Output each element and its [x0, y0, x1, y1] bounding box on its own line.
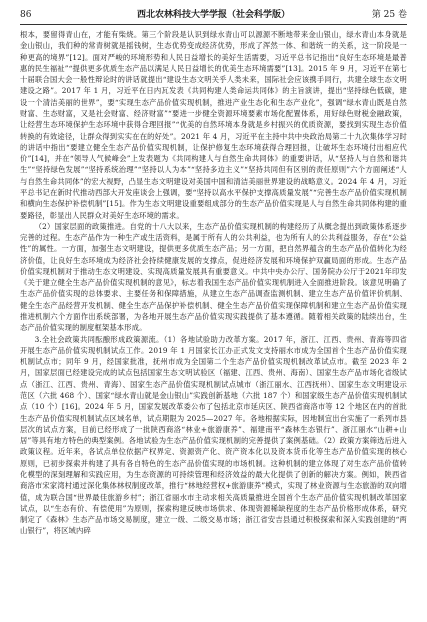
body-paragraph: 3.全社会政策共同酝酿形成政策源流。（1）各地试验助力改革方案。2017 年，浙江、江西、贵州、青海等四省开展生态产品价值实现机制试点工作。2019 年 1 月国家长江办正式发文支持丽水市成为全国首个生态产品价值实现机制试点市；同年 9 月，经国家批准，抚州市成为全国第二个生态产品价值实现机制改革试点市。截至 2023 年 2 月，国家层面已经建设完成的试点包括国家生态文明试验区（福建、江西、贵州、海南）、国家生态产品市场化省级试点（浙江、江西、贵州、青海）、国家生态产品价值实现机制试点城市（浙江丽水、江西抚州）、国家生态文明建设示范区（六批 468 个）、国家“绿水青山就是金山银山”实践创新基地（六批 187 个）和国家级生态产品价值实现机制试点（10 个）[16]。2024 年 5 月，国家发展改革委公布了包括北京市延庆区、陕西省商洛市等 12 个地区在内的首批生态产品价值实现机制试点区域名单，试点期限为 2025—2027 年。各地根据实际，因地制宜出台实施了一系列市县层次的试点方案，目前已经形成了一批陕西商洛“林业+旅游康养”、福建南平“森林生态银行”、浙江丽水“山耕+山居”等具有地方特色的典型案例。各地试验为生态产品价值实现机制的完善提供了案例基础。（2）政策方案筛选后进入政策议程。近年来，各试点单位依据产权界定、资源资产化、资产资本化以及资本货币化等生态产品价值实现的核心原则，已初步探索并构建了具有各自特色的生态产品价值实现的市场机制。这种机制的建立体现了对生态产品价值转化模型的深刻理解和实践应用，为生态资源的可持续管理和经济效益的最大化提供了创新的解决方案。例如，陕西省商洛市宋家湾村通过深化集体林权制度改革，推行“林地经营权+旅游康养”模式，实现了林业资源与生态旅游的双向增值，成为联合国“世界最佳旅游乡村”；浙江省丽水市主动求相关高质量推进全国首个生态产品价值实现机制改革国家试点，以“生态有价、有偿使用”为原则，探索构建反映市场供求、体现资源稀缺程度的生态产品价格形成体系，研究制定了《森林》生态产品市场交易制度，建立一级、二级交易市场；浙江省安吉县通过积极探索和深入实践创建的“两山银行”，将区域内碎	[20, 334, 407, 536]
running-header	[20, 8, 407, 25]
article-body	[20, 29, 407, 618]
volume-label: 第 25 卷	[371, 10, 407, 20]
body-paragraph: 根本，要留得青山在，才能有柴烧。第三个阶段是认识到绿水青山可以源源不断地带来金山银山，绿水青山本身就是金山银山，我们种的常青树就是摇钱树，生态优势变成经济优势，形成了浑然一体、和谐统一的关系，这一阶段是一种更高的境界”[12]。面对严峻的环境形势和人民日益增长的美好生活需要，习近平总书记指出“良好生态环境是最普惠的民生福祉”“提供更多优质生态产品以满足人民日益增长的优美生态环境需要”[13]。2015 年 9 月，习近平在第七十届联合国大会一般性辩论时的讲话就提出“建设生态文明关乎人类未来，国际社会应该携手同行，共建全球生态文明建设之路”。2017 年 1 月，习近平在日内瓦发表《共同构建人类命运共同体》的主旨演讲，提出“坚持绿色低碳，建设一个清洁美丽的世界”，要“实现生态产品价值实现机制，推进产业生态化和生态产业化”，强调“绿水青山既是自然财富、生态财富，又是社会财富、经济财富”“要进一步健全资源环境要素市场化配置体系，用好绿色财税金融政策，让经营生态环境保护生态环境中获得合理回报”“优美的自然环境本身就是乡村振兴的优质资源，要找到实现生态价值转换的有效途径，让群众得到实实在在的好处”。2021 年 4 月，习近平在主持中共中央政治局第二十九次集体学习时的讲话中指出“要建立健全生态产品价值实现机制，让保护修复生态环境获得合理回报，让破坏生态环境付出相应代价”[14]，并在“领导人气候峰会”上发表题为《共同构建人与自然生命共同体》的重要讲话，从“坚持人与自然和谐共生”“坚持绿色发展”“坚持系统治理”“坚持以人为本”“坚持多边主义”“坚持共同但有区别的责任原则”六个方面阐述“人与自然生命共同体”的宏大视野，凸显生态文明建设对美国中国和清洁美丽世界建设的战略意义。2024 年 4 月，习近平总书记在新时代推动西部大开发座谈会上强调，要“坚持以高水平保护支撑高质量发展”“完善生态产品价值实现机制和横向生态保护补偿机制”[15]。作为生态文明建设重要组成部分的生态产品价值实现是人与自然生命共同体构建的重要路径，彰显出人民群众对美好生态环境的需求。	[20, 30, 407, 220]
journal-title: 西北农林科技大学学报（社会科学版）	[136, 10, 290, 20]
body-paragraph: （2）国家层面的政策推进。自党的十八大以来，生态产品价值实现机制的构建经历了从概念提出到政策体系逐步完善的过程。生态产品作为一种生产或生活资料，是属于所有人的公共利益，也为所有人的公共利益服务，存在“公益性”的属性。一方面，加强生态文明建设，提供更多优质生态产品；另一方面，把自然界蕴含的生态产品价值转化为经济价值，让良好生态环境成为经济社会持续健康发展的支撑点，促进经济发展和环境保护双赢局面的形成。生态产品价值实现机制对于推动生态文明建设、实现高质量发展具有重要意义。中共中央办公厅、国务院办公厅于2021年印发《关于建立健全生态产品价值实现机制的意见》，标志着我国生态产品价值实现机制进入全面推进阶段。该意见明确了生态产品价值实现的总体要求、主要任务和保障措施，从建立生态产品调查监测机制、建立生态产品价值评价机制、健全生态产品经营开发机制、健全生态产品保护补偿机制、健全生态产品价值实现保障机制和建立生态产品价值实现推进机制六个方面作出系统部署，为各地开展生态产品价值实现实践提供了基本遵循。随着相关政策的陆续出台，生态产品价值实现的制度框架基本形成。	[20, 221, 407, 333]
page-number: 86	[20, 10, 32, 20]
